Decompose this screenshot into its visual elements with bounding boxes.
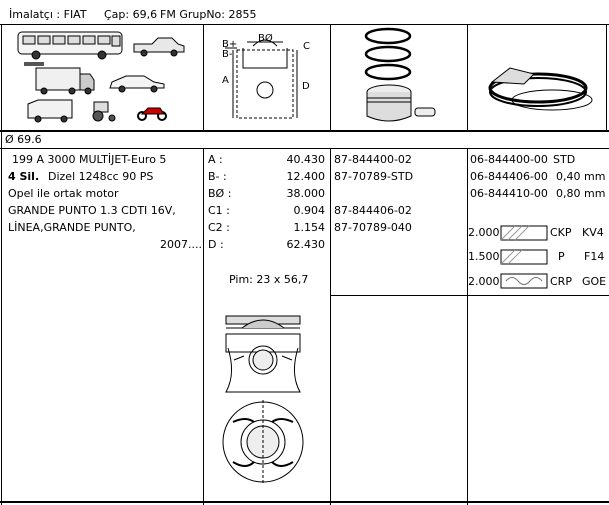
part-number-1: 87-844400-02 — [334, 153, 412, 166]
col-divider-1 — [203, 24, 204, 131]
dim-value-a: 40.430 — [286, 153, 325, 166]
engine-spec: Dizel 1248cc 90 PS — [48, 170, 154, 183]
diameter-row-divider — [0, 148, 609, 149]
vehicles-icon — [14, 30, 194, 125]
ring-code-goe: GOE — [582, 275, 607, 288]
engine-cylinders: 4 Sil. — [8, 170, 40, 183]
engine-note: Opel ile ortak motor — [8, 187, 119, 200]
oil-ring-photo — [478, 60, 600, 120]
group-label: FM GrupNo: 2855 — [160, 8, 257, 21]
bore-label: Çap: 69,6 — [104, 8, 158, 21]
label-b-plus: B+ — [222, 39, 238, 50]
bus-icon — [18, 32, 122, 59]
pickup-truck-icon — [134, 38, 184, 56]
ring-type-ckp: CKP — [550, 226, 572, 239]
ring-type-crp: CRP — [550, 275, 572, 288]
ring-code-std: 06-844400-00 — [470, 153, 548, 166]
left-border — [1, 24, 2, 505]
ring-code-f14: F14 — [584, 250, 605, 263]
dim-value-b-minus: 12.400 — [286, 170, 325, 183]
tractor-icon — [93, 102, 115, 121]
pin-size: Pim: 23 x 56,7 — [229, 273, 309, 286]
ring-profile-p — [500, 244, 548, 268]
ring-code-080: 06-844410-00 — [470, 187, 548, 200]
sedan-car-icon — [110, 76, 164, 92]
piston-technical-drawing — [218, 312, 308, 497]
manufacturer-label: İmalatçı : FIAT — [9, 8, 87, 21]
col-divider-a — [203, 148, 204, 505]
label-c: C — [303, 41, 310, 52]
label-b-minus: B- — [222, 49, 233, 60]
dim-label-a: A : — [208, 153, 223, 166]
col-divider-2 — [330, 24, 331, 131]
bottom-border — [0, 501, 609, 503]
ring-size-040: 0,40 mm — [556, 170, 606, 183]
engine-year: 2007.... — [160, 238, 202, 251]
ring-profile-crp — [500, 268, 548, 292]
diameter-label: Ø 69.6 — [5, 133, 42, 146]
part-number-2: 87-70789-STD — [334, 170, 414, 183]
dim-label-b-minus: B- : — [208, 170, 227, 183]
ring-code-kv4: KV4 — [582, 226, 604, 239]
motorcycle-icon — [138, 108, 166, 120]
engine-code: 199 A 3000 MULTİJET-Euro 5 — [12, 153, 167, 166]
dim-value-d: 62.430 — [286, 238, 325, 251]
part-number-3: 87-844406-02 — [334, 204, 412, 217]
dim-value-b-o: 38.000 — [286, 187, 325, 200]
dim-value-c1: 0.904 — [293, 204, 325, 217]
ring-code-040: 06-844406-00 — [470, 170, 548, 183]
ring-section-divider — [330, 295, 609, 296]
col-divider-c — [467, 148, 468, 505]
ring-profile-ckp — [500, 220, 548, 244]
piston-rings-photo — [355, 26, 445, 126]
label-b-o: BØ — [258, 33, 273, 44]
dim-value-c2: 1.154 — [293, 221, 325, 234]
col-divider-3 — [467, 24, 468, 131]
dim-label-c1: C1 : — [208, 204, 230, 217]
ring-size-080: 0,80 mm — [556, 187, 606, 200]
dim-label-b-o: BØ : — [208, 187, 232, 200]
header-divider — [0, 24, 609, 25]
ring-type-p: P — [558, 250, 565, 263]
image-row-divider — [0, 130, 609, 132]
engine-models-2: LİNEA,GRANDE PUNTO, — [8, 221, 136, 234]
van-icon — [28, 100, 72, 122]
ring-size-std: STD — [553, 153, 576, 166]
part-number-4: 87-70789-040 — [334, 221, 412, 234]
logo-icon — [24, 62, 44, 66]
col-divider-b — [330, 148, 331, 505]
label-a: A — [222, 75, 229, 86]
dim-label-c2: C2 : — [208, 221, 230, 234]
dim-label-d: D : — [208, 238, 224, 251]
ring-thickness-1: 2.000 — [468, 226, 500, 239]
label-d: D — [302, 81, 310, 92]
truck-icon — [36, 68, 94, 94]
right-border-top — [606, 24, 607, 131]
engine-models: GRANDE PUNTO 1.3 CDTI 16V, — [8, 204, 176, 217]
ring-thickness-3: 2.000 — [468, 275, 500, 288]
ring-thickness-2: 1.500 — [468, 250, 500, 263]
